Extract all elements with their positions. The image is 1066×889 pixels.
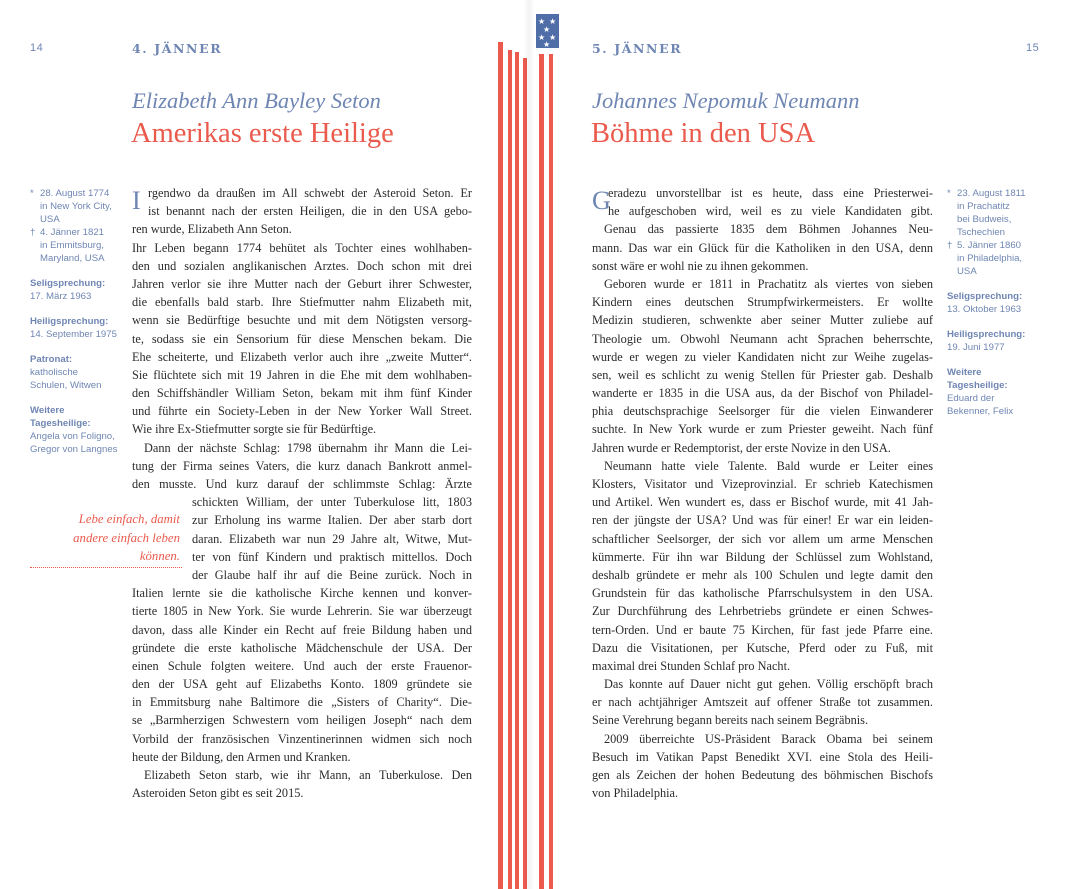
pull-quote-line: Lebe einfach, damit <box>78 512 180 526</box>
body-line: maximal drei Stunden Schlaf pro Nacht. <box>592 658 791 673</box>
more-saints-value: Bekenner, Felix <box>947 406 1014 417</box>
body-line: davon, dass alle Kinder ein Recht auf freie Bildung haben und <box>132 622 472 637</box>
body-line: und Artikel. Wen wundert es, dass er Bischof wurde, mit 41 Jah- <box>592 495 933 510</box>
birth-line: bei Budweis, <box>957 214 1012 225</box>
body-line: Vorbild der französischen Vinzentinerinnen widmen sich noch <box>132 731 472 746</box>
patronage-label: Patronat: <box>30 354 73 365</box>
more-saints-label: Weitere <box>30 405 65 416</box>
body-line: ren wurde, Elizabeth Ann Seton. <box>132 222 292 237</box>
right-body-text <box>592 184 933 802</box>
body-line: Italien lernte sie die katholische Kirche kennen und konver- <box>132 586 472 601</box>
death-symbol: † <box>30 227 36 238</box>
birth-line: Tschechien <box>957 227 1005 238</box>
more-saints-label: Tagesheilige: <box>30 418 91 429</box>
body-line: Grundstein für das katholische Pfarrschulsystem in den USA. <box>592 586 933 601</box>
pull-quote <box>42 510 180 566</box>
body-line: den Schiffshändler William Seton, bekam mit ihm fünf Kinder <box>132 386 472 401</box>
pull-quote-rule <box>30 567 182 568</box>
body-line: gen als Zeichen der hohen Bedeutung des böhmischen Bischofs <box>592 768 933 782</box>
svg-text:★: ★ <box>543 40 551 49</box>
body-line: Wie ihre Ex-Stiefmutter sorgte sie für Bedürftige. <box>132 422 377 437</box>
gutter-shadow <box>524 0 534 889</box>
body-line: Dazu die Visitationen, per Kutsche, Pferd oder zu Fuß, mit <box>592 640 933 655</box>
left-body-text <box>132 184 472 802</box>
body-line: den und sozialen anglikanischen Arztes. Doch schon mit drei <box>132 258 472 273</box>
canonization-label: Heiligsprechung: <box>947 329 1026 340</box>
body-line: ist benannt nach der ersten Heiligen, die in den USA gebo- <box>148 204 472 219</box>
body-line: Besuch im Vatikan Papst Benedikt XVI. eine Stola des Heili- <box>592 749 933 764</box>
body-line: Theologie um. Obwohl Neumann acht Sprachen beherrschte, <box>592 331 933 346</box>
body-line: ter von fünf Kindern und praktisch mittellos. Doch <box>192 549 472 564</box>
body-line: Das konnte auf Dauer nicht gut gehen. Völlig erschöpft brach <box>604 677 933 692</box>
body-line: Sie flüchtete sich mit 19 Jahren in die Ehe mit dem wohlhaben- <box>132 367 472 382</box>
body-line: den musste. Und kurz darauf der schlimmste Schlag: Ärzte <box>132 477 472 491</box>
body-line: Medizin studieren, schwenkte aber seiner Mutter zuliebe auf <box>592 313 933 328</box>
body-line: tern-Orden. Und er baute 75 Kirchen, für fast jede Pfarre eine. <box>592 622 933 637</box>
body-line: deshalb gründete er mehr als 100 Schulen und legte damit den <box>592 567 933 582</box>
canonization-value: 14. September 1975 <box>30 329 117 340</box>
death-line: 5. Jänner 1860 <box>957 240 1022 251</box>
body-line: Jahren wurde er Redemptorist, der erste Novize in den USA. <box>592 440 891 455</box>
body-line: wenn sie Bedürftige besuchte und mit dem Nötigsten versorg- <box>132 313 472 328</box>
right-date-heading: 5. JÄNNER <box>592 41 683 56</box>
flag-stripe <box>508 50 512 889</box>
body-line: daran. Elizabeth war nun 29 Jahre alt, Witwe, Mut- <box>192 531 472 546</box>
body-line: se „Barmherzigen Schwestern vom heiligen Joseph“ nach dem <box>132 713 472 728</box>
more-saints-label: Weitere <box>947 367 982 378</box>
flag-stripe <box>549 54 553 889</box>
body-line: Jahren verlor sie ihre Mutter nach der Geburt ihrer Schwester, <box>132 276 472 291</box>
birth-line: in New York City, <box>40 201 112 212</box>
body-line: schickten William, der unter Tuberkulose litt, 1803 <box>192 495 472 510</box>
body-line: Asteroiden Seton gibt es seit 2015. <box>132 786 304 801</box>
body-line: Geboren wurde er 1811 in Prachatitz als viertes von sieben <box>604 276 933 291</box>
birth-line: USA <box>40 214 60 225</box>
patronage-value: Schulen, Witwen <box>30 380 102 391</box>
patronage-value: katholische <box>30 367 78 378</box>
body-line: rgendwo da draußen im All schwebt der Asteroid Seton. Er <box>148 186 472 200</box>
more-saints-value: Gregor von Langnes <box>30 444 118 455</box>
birth-symbol: * <box>947 188 951 199</box>
more-saints-label: Tagesheilige: <box>947 380 1008 391</box>
left-dropcap: I <box>132 186 141 215</box>
body-line: schaftlicher Seelsorger, der sich vor allem um arme Menschen <box>592 531 933 546</box>
birth-symbol: * <box>30 188 34 199</box>
body-line: gründete die erste katholische Mädchenschule der USA. Der <box>132 640 472 655</box>
body-line: Ihr Leben begann 1774 behütet als Tochter eines wohlhaben- <box>132 240 472 255</box>
left-saint-name: Elizabeth Ann Bayley Seton <box>132 88 381 113</box>
right-sidebar-facts <box>947 187 1026 418</box>
death-line: USA <box>957 266 977 277</box>
body-line: Seine Verehrung begann bereits nach seinem Begräbnis. <box>592 713 869 728</box>
body-line: tung der Firma seines Vaters, die kurz danach Bankrott anmel- <box>132 458 472 473</box>
more-saints-value: Eduard der <box>947 393 995 404</box>
death-line: in Emmitsburg, <box>40 240 104 251</box>
pull-quote-line: andere einfach leben <box>73 530 180 545</box>
body-line: in Emmitsburg nahe Baltimore die „Sisters of Charity“. Die- <box>132 695 472 710</box>
body-line: Dann der nächste Schlag: 1798 übernahm ihr Mann die Lei- <box>144 440 472 455</box>
body-line: Ehe scheiterte, und Elizabeth verlor auch ihre „zweite Mutter“. <box>132 349 472 364</box>
body-line: heute der Bildung, den Armen und Kranken. <box>132 749 351 764</box>
death-line: Maryland, USA <box>40 253 105 264</box>
body-line: tierte 1805 in New York. Sie wurde Lehrerin. Sie war überzeugt <box>132 604 472 619</box>
body-line: die ebenfalls bald starb. Ihre Stiefmutter nahm Elizabeth mit, <box>132 295 472 310</box>
beatification-value: 17. März 1963 <box>30 291 92 302</box>
body-line: Zur Durchführung des Lehrbetriebs gründete er einen Schwes- <box>592 604 933 619</box>
body-line: wanderte er 1835 in die USA aus, da der Bischof von Philadel- <box>592 386 933 401</box>
body-line: einen Schule folgten weitere. Und auch der erste Frauenor- <box>132 658 472 673</box>
svg-text:★: ★ <box>538 17 546 26</box>
body-line: suchte. In New York wurde er zum Priester geweiht. Nach fünf <box>592 422 933 437</box>
right-dropcap: G <box>592 186 611 215</box>
beatification-label: Seligsprechung: <box>947 291 1023 302</box>
death-line: in Philadelphia, <box>957 253 1023 264</box>
more-saints-value: Angela von Foligno, <box>30 431 115 442</box>
body-line: kümmerte. Für ihn war Bildung der Schlüssel zum Wohlstand, <box>592 549 933 564</box>
svg-text:★: ★ <box>549 17 557 26</box>
right-page-number: 15 <box>1026 42 1040 54</box>
body-line: zur Erholung ins warme Italien. Der aber starb dort <box>192 513 472 528</box>
svg-text:★: ★ <box>543 25 551 34</box>
death-info <box>30 226 117 265</box>
birth-info <box>30 187 117 226</box>
body-line: von Philadelphia. <box>592 786 679 801</box>
svg-text:★: ★ <box>538 33 546 42</box>
flag-stripe <box>515 52 519 889</box>
body-line: Elizabeth Seton starb, wie ihr Mann, an Tuberkulose. Den <box>144 768 472 782</box>
body-line: er nach achtjähriger Amtszeit auf offener Straße tot zusammen. <box>592 695 933 710</box>
flag-stripe <box>498 42 503 889</box>
birth-line: 23. August 1811 <box>957 188 1026 199</box>
body-line: sonst wäre er wohl nie zu ihnen gekommen. <box>592 258 809 273</box>
beatification-label: Seligsprechung: <box>30 278 106 289</box>
body-line: der Glaube half ihr auf die Beine zurück. Noch in <box>192 567 472 582</box>
body-line: Klosters, Visitator und Vizeprovinzial. Er schrieb Katechismen <box>592 477 933 491</box>
body-line: mann. Das war ein Glück für die Katholiken in den USA, denn <box>592 240 933 255</box>
birth-line: 28. August 1774 <box>40 188 110 199</box>
death-info <box>947 239 1026 278</box>
body-line: phia deutschsprachige Seelsorger für die vielen Einwanderer <box>592 404 933 419</box>
body-line: Genau das passierte 1835 dem Böhmen Johannes Neu- <box>604 222 933 237</box>
flag-canton <box>536 14 559 49</box>
left-date-heading: 4. JÄNNER <box>132 41 223 56</box>
flag-stripe <box>539 54 544 889</box>
body-line: und führte ein Society-Leben in der New Yorker Wall Street. <box>132 404 472 419</box>
left-sidebar-facts <box>30 187 117 456</box>
body-line: sen, weil es schlicht zu wenig Stellen für Priester gab. Deshalb <box>592 367 933 382</box>
body-line: eradezu unvorstellbar ist es heute, dass eine Priesterwei- <box>608 186 933 200</box>
body-line: den der USA geht auf Elizabeths Konto. 1809 gründete sie <box>132 677 472 692</box>
body-line: te, sodass sie ein Sensorium für diese Menschen bekam. Die <box>132 331 472 346</box>
body-line: Kindern eines deutschen Strumpfwirkermeisters. Er wollte <box>592 295 933 310</box>
canonization-label: Heiligsprechung: <box>30 316 109 327</box>
body-line: Neumann hatte viele Talente. Bald wurde er Leiter eines <box>604 458 933 473</box>
body-line: he aufgeschoben wird, weil es zu viele Kandidaten gibt. <box>608 204 933 219</box>
death-symbol: † <box>947 240 953 251</box>
birth-info <box>947 187 1026 239</box>
pull-quote-line: können. <box>139 549 180 563</box>
body-line: ren der jüngste der USA? Und was für einer! Er war ein leiden- <box>592 513 933 528</box>
canonization-value: 19. Juni 1977 <box>947 342 1005 353</box>
beatification-value: 13. Oktober 1963 <box>947 304 1022 315</box>
body-line: 2009 überreichte US-Präsident Barack Obama bei seinem <box>604 731 933 746</box>
birth-line: in Prachatitz <box>957 201 1010 212</box>
right-saint-name: Johannes Nepomuk Neumann <box>592 88 860 113</box>
left-page-number: 14 <box>30 42 44 54</box>
right-page-title: Böhme in den USA <box>591 118 816 149</box>
body-line: wurde er wegen zu vieler Kandidaten nicht zur Weihe zugelas- <box>592 349 933 364</box>
left-page-title: Amerikas erste Heilige <box>131 118 394 149</box>
death-line: 4. Jänner 1821 <box>40 227 105 238</box>
svg-text:★: ★ <box>549 33 557 42</box>
